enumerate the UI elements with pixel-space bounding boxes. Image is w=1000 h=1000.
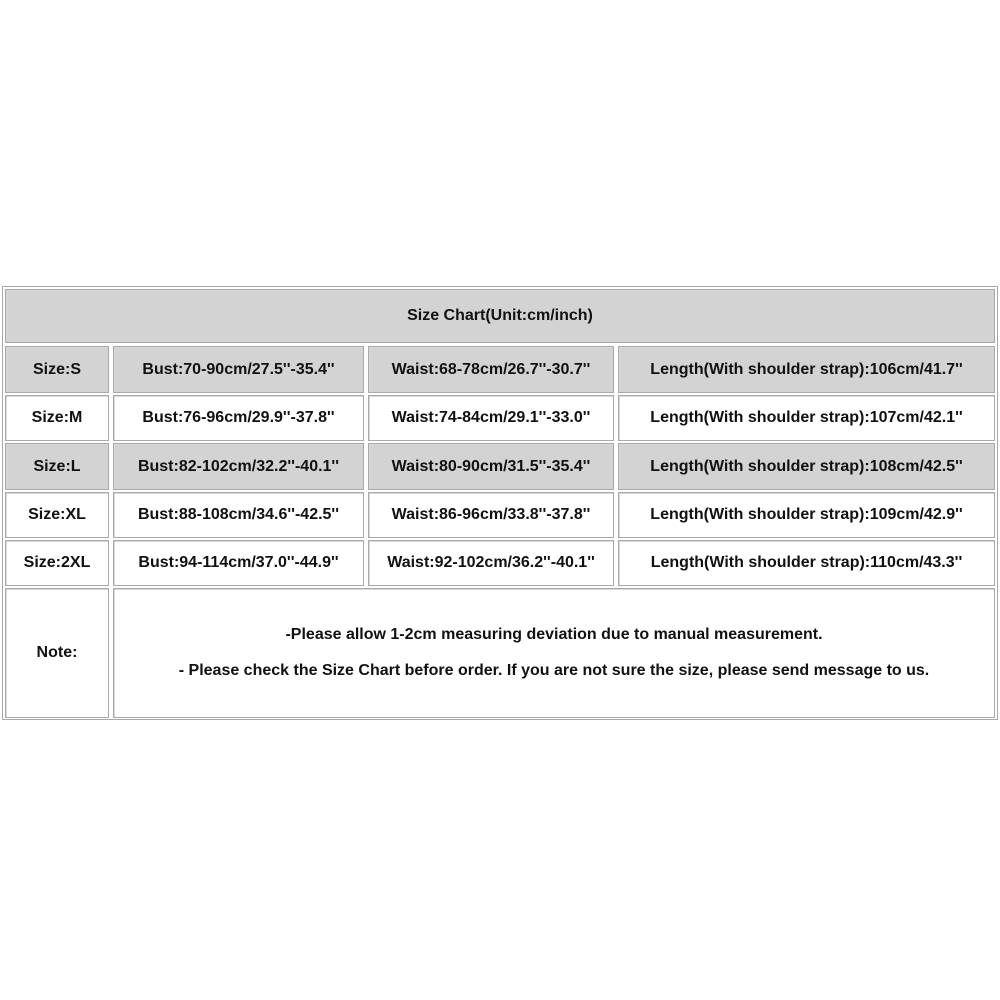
waist-m: Waist:74-84cm/29.1''-33.0'' (368, 395, 614, 441)
size-label-2xl: Size:2XL (5, 540, 109, 586)
waist-s: Waist:68-78cm/26.7''-30.7'' (368, 346, 614, 393)
waist-2xl: Waist:92-102cm/36.2''-40.1'' (368, 540, 614, 586)
size-label-s: Size:S (5, 346, 109, 393)
length-l: Length(With shoulder strap):108cm/42.5'' (618, 443, 995, 490)
waist-l: Waist:80-90cm/31.5''-35.4'' (368, 443, 614, 490)
bust-s: Bust:70-90cm/27.5''-35.4'' (113, 346, 364, 393)
bust-m: Bust:76-96cm/29.9''-37.8'' (113, 395, 364, 441)
bust-xl: Bust:88-108cm/34.6''-42.5'' (113, 492, 364, 538)
bust-l: Bust:82-102cm/32.2''-40.1'' (113, 443, 364, 490)
size-label-xl: Size:XL (5, 492, 109, 538)
note-label: Note: (5, 588, 109, 718)
note-line-deviation: -Please allow 1-2cm measuring deviation due to manual measurement. (285, 626, 823, 643)
length-2xl: Length(With shoulder strap):110cm/43.3'' (618, 540, 995, 586)
size-chart-table (2, 286, 998, 720)
waist-xl: Waist:86-96cm/33.8''-37.8'' (368, 492, 614, 538)
size-label-m: Size:M (5, 395, 109, 441)
length-s: Length(With shoulder strap):106cm/41.7'' (618, 346, 995, 393)
bust-2xl: Bust:94-114cm/37.0''-44.9'' (113, 540, 364, 586)
size-chart-title: Size Chart(Unit:cm/inch) (5, 289, 995, 343)
length-xl: Length(With shoulder strap):109cm/42.9'' (618, 492, 995, 538)
length-m: Length(With shoulder strap):107cm/42.1'' (618, 395, 995, 441)
size-label-l: Size:L (5, 443, 109, 490)
note-line-check-size: - Please check the Size Chart before order. If you are not sure the size, please send message to us. (178, 662, 930, 679)
note-body (113, 588, 995, 718)
